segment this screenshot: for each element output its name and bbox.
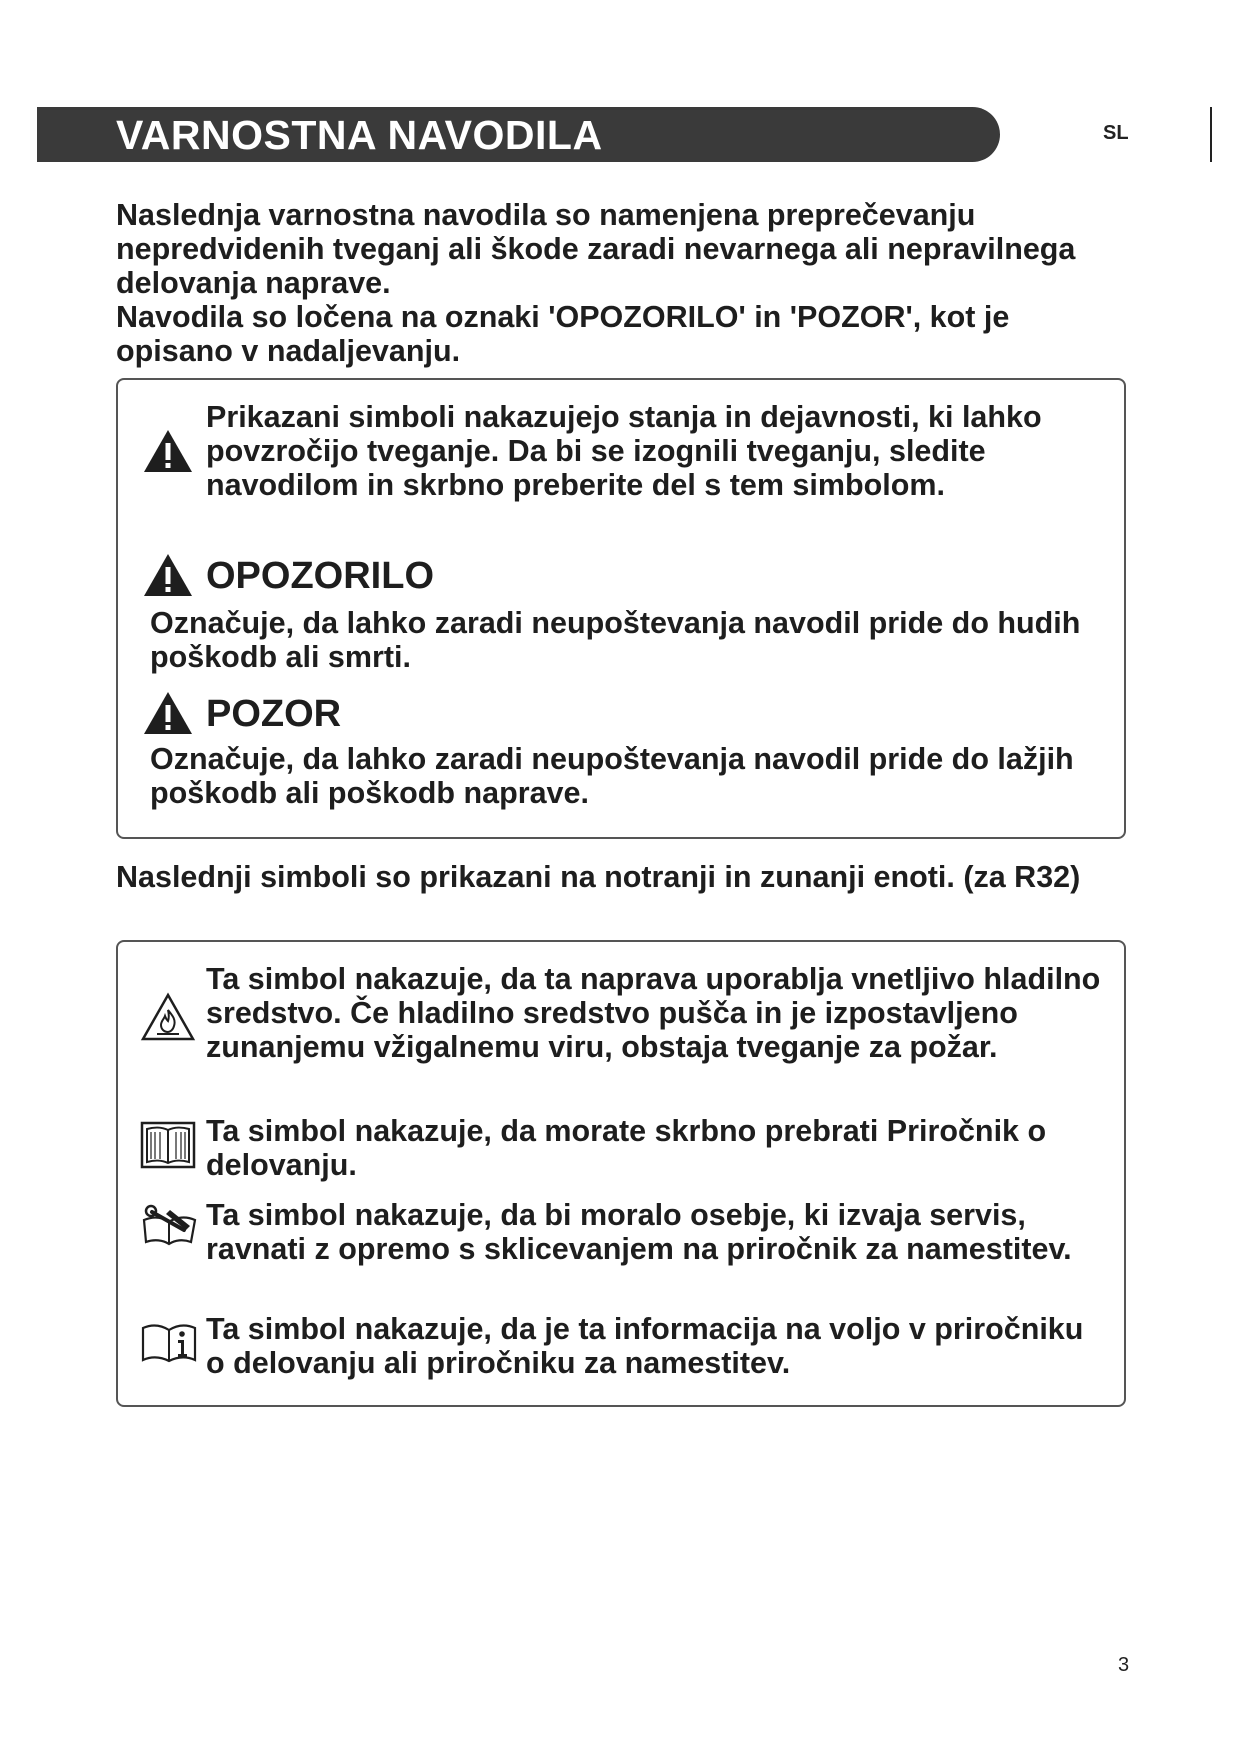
section-title-bar bbox=[37, 107, 1000, 162]
language-code: SL bbox=[1103, 122, 1129, 144]
warning-symbols-box bbox=[116, 378, 1126, 839]
refrigerant-symbols-box bbox=[116, 940, 1126, 1407]
service-manual-icon bbox=[140, 1204, 194, 1258]
symbol-text: Ta simbol nakazuje, da bi moralo osebje, ki izvaja servis, ravnati z opremo s sklicevanjem na priročnik za namestitev. bbox=[206, 1198, 1072, 1266]
page-title: VARNOSTNA NAVODILA bbox=[116, 112, 603, 158]
symbol-text: Ta simbol nakazuje, da ta naprava uporablja vnetljivo hladilno sredstvo. Če hladilno sredstvo pušča in je izpostavljeno zunanjemu vžigalnemu viru, obstaja tveganje za požar. bbox=[206, 962, 1101, 1064]
caution-label: POZOR bbox=[206, 693, 342, 735]
caution-description: Označuje, da lahko zaradi neupoštevanja navodil pride do lažjih poškodb ali poškodb naprave. bbox=[150, 742, 1074, 810]
symbol-text: Ta simbol nakazuje, da je ta informacija na voljo v priročniku o delovanju ali priročniku za namestitev. bbox=[206, 1312, 1084, 1380]
symbol-explanation-text: Prikazani simboli nakazujejo stanja in dejavnosti, ki lahko povzročijo tveganje. Da bi se izognili tveganju, sledite navodilom in skrbno preberite del s tem simbolom. bbox=[206, 400, 1042, 502]
side-rule bbox=[1210, 107, 1212, 162]
intro-text bbox=[116, 198, 1116, 368]
info-manual-icon bbox=[140, 1320, 194, 1374]
warning-triangle-icon bbox=[142, 690, 196, 744]
intro-paragraph-2: Navodila so ločena na oznaki 'OPOZORILO' in 'POZOR', kot je opisano v nadaljevanju. bbox=[116, 300, 1010, 368]
warning-label: OPOZORILO bbox=[206, 555, 434, 597]
symbol-text: Ta simbol nakazuje, da morate skrbno prebrati Priročnik o delovanju. bbox=[206, 1114, 1047, 1182]
warning-description: Označuje, da lahko zaradi neupoštevanja navodil pride do hudih poškodb ali smrti. bbox=[150, 606, 1081, 674]
intro-paragraph-1: Naslednja varnostna navodila so namenjena preprečevanju nepredvidenih tveganj ali škode zaradi nevarnega ali nepravilnega delovanja naprave. bbox=[116, 198, 1076, 300]
operation-manual-icon bbox=[140, 1120, 194, 1174]
warning-triangle-icon bbox=[142, 552, 196, 606]
page-number: 3 bbox=[1118, 1654, 1130, 1676]
flammable-refrigerant-icon bbox=[140, 992, 194, 1046]
warning-triangle-icon bbox=[142, 428, 196, 482]
symbols-heading: Naslednji simboli so prikazani na notranji in zunanji enoti. (za R32) bbox=[116, 860, 1081, 894]
